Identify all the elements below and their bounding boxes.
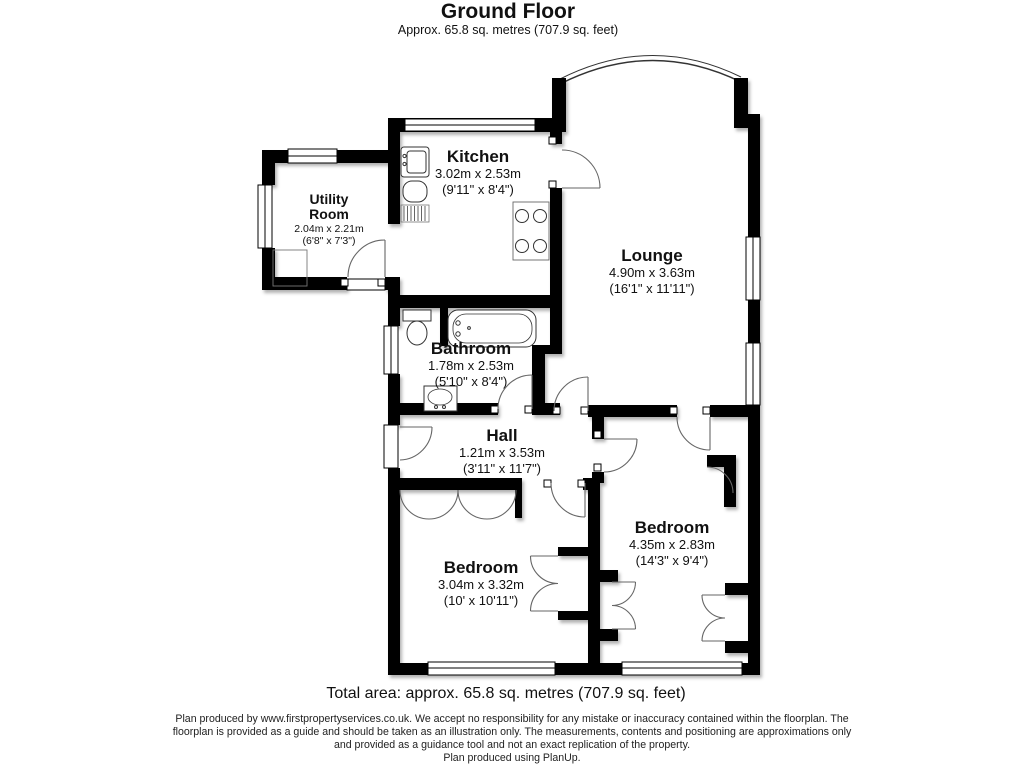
room-label-bedroom-right: Bedroom 4.35m x 2.83m (14'3" x 9'4") [629, 518, 715, 568]
room-label-hall: Hall 1.21m x 3.53m (3'11" x 11'7") [459, 426, 545, 476]
disclaimer-line-2: floorplan is provided as a guide and should be taken as an illustration only. The measurements, contents and positioning are approximations only [172, 726, 852, 738]
kitchen-sink-icon [401, 147, 429, 222]
bay-window-icon [560, 55, 741, 84]
hob-icon [513, 202, 549, 260]
disclaimer-line-1: Plan produced by www.firstpropertyservices.co.uk. We accept no responsibility for any mistake or inaccuracy contained within the floorplan. The [175, 713, 849, 725]
total-area-text: Total area: approx. 65.8 sq. metres (707.9 sq. feet) [326, 685, 686, 702]
room-label-bedroom-left: Bedroom 3.04m x 3.32m (10' x 10'11") [438, 558, 524, 608]
disclaimer-line-3: and provided as a guidance tool and not an exact replication of the property. [333, 739, 691, 751]
floor-title: Ground Floor [440, 0, 576, 23]
washbasin-icon [424, 386, 457, 411]
room-label-bathroom: Bathroom 1.78m x 2.53m (5'10" x 8'4") [428, 339, 514, 389]
credit-text: Plan produced using PlanUp. [443, 752, 581, 764]
room-label-utility: Utility Room 2.04m x 2.21m (6'8" x 7'3") [294, 191, 364, 248]
page-title [398, 0, 618, 38]
floor-subtitle: Approx. 65.8 sq. metres (707.9 sq. feet) [397, 23, 619, 38]
room-label-kitchen: Kitchen 3.02m x 2.53m (9'11" x 8'4") [435, 147, 521, 197]
room-label-lounge: Lounge 4.90m x 3.63m (16'1" x 11'11") [609, 246, 695, 296]
toilet-icon [403, 310, 431, 345]
